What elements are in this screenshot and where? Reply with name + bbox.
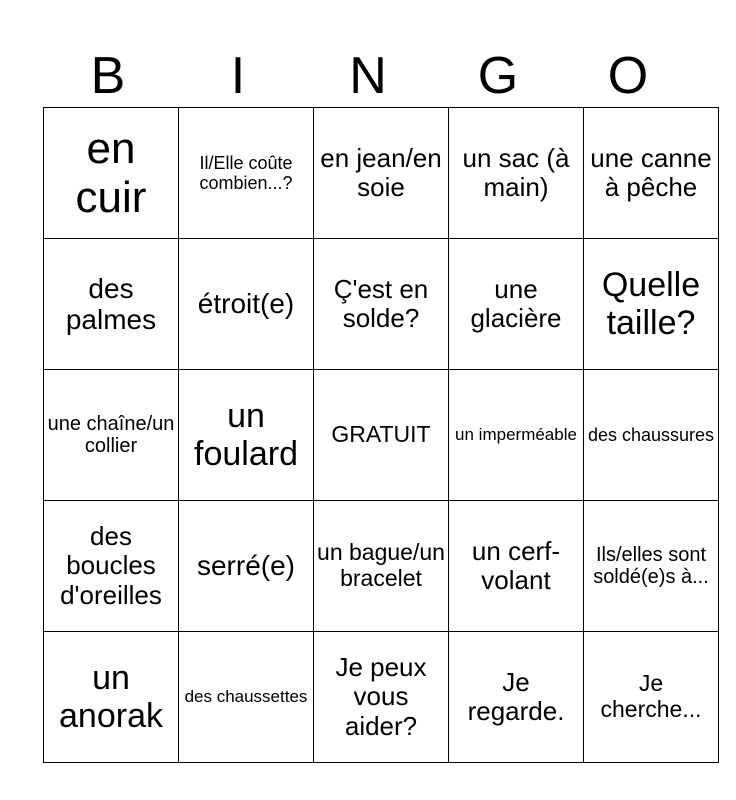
bingo-cell[interactable]: Il/Elle coûte combien...? bbox=[179, 108, 314, 239]
bingo-cell[interactable]: Je regarde. bbox=[449, 632, 584, 763]
bingo-cell[interactable]: Ç'est en solde? bbox=[314, 239, 449, 370]
board-row-5 bbox=[44, 632, 719, 763]
bingo-cell[interactable]: Ils/elles sont soldé(e)s à... bbox=[584, 501, 719, 632]
board-row-4 bbox=[44, 501, 719, 632]
bingo-cell[interactable]: Je peux vous aider? bbox=[314, 632, 449, 763]
bingo-cell[interactable]: un anorak bbox=[44, 632, 179, 763]
bingo-cell[interactable]: un foulard bbox=[179, 370, 314, 501]
bingo-cell[interactable]: un imperméable bbox=[449, 370, 584, 501]
header-letter-n: N bbox=[349, 47, 387, 105]
board-row-2 bbox=[44, 239, 719, 370]
bingo-cell[interactable]: serré(e) bbox=[179, 501, 314, 632]
bingo-cell[interactable]: des palmes bbox=[44, 239, 179, 370]
bingo-cell[interactable]: étroit(e) bbox=[179, 239, 314, 370]
bingo-cell[interactable]: Quelle taille? bbox=[584, 239, 719, 370]
bingo-cell[interactable]: un cerf-volant bbox=[449, 501, 584, 632]
bingo-board bbox=[43, 107, 719, 763]
header-letter-o: O bbox=[607, 47, 649, 105]
bingo-cell[interactable]: GRATUIT bbox=[314, 370, 449, 501]
board-row-3 bbox=[44, 370, 719, 501]
header-letter-i: I bbox=[230, 47, 246, 105]
bingo-cell[interactable]: des boucles d'oreilles bbox=[44, 501, 179, 632]
bingo-cell[interactable]: une chaîne/un collier bbox=[44, 370, 179, 501]
bingo-cell[interactable]: en jean/en soie bbox=[314, 108, 449, 239]
bingo-cell[interactable]: en cuir bbox=[44, 108, 179, 239]
bingo-cell[interactable]: un bague/un bracelet bbox=[314, 501, 449, 632]
bingo-header bbox=[43, 44, 693, 108]
bingo-cell[interactable]: des chaussures bbox=[584, 370, 719, 501]
header-letter-g: G bbox=[477, 47, 519, 105]
header-letter-b: B bbox=[90, 47, 126, 105]
bingo-cell[interactable]: des chaussettes bbox=[179, 632, 314, 763]
bingo-cell[interactable]: une canne à pêche bbox=[584, 108, 719, 239]
bingo-cell[interactable]: Je cherche... bbox=[584, 632, 719, 763]
bingo-cell[interactable]: un sac (à main) bbox=[449, 108, 584, 239]
board-row-1 bbox=[44, 108, 719, 239]
bingo-cell[interactable]: une glacière bbox=[449, 239, 584, 370]
